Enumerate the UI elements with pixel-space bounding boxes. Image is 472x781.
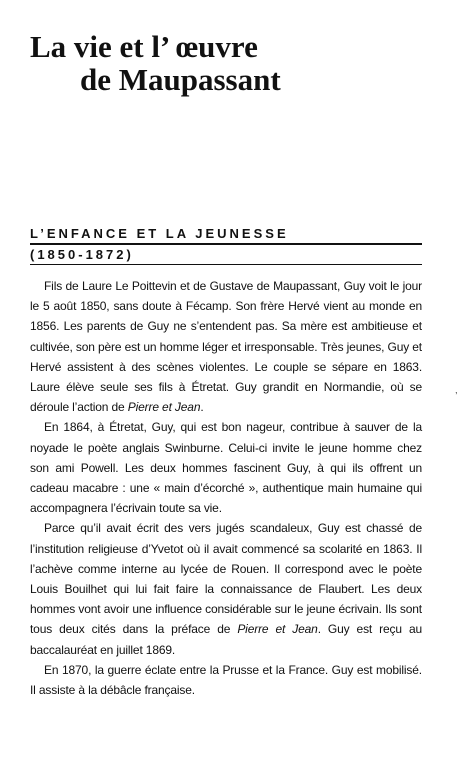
book-title-italic: Pierre et Jean <box>237 622 318 637</box>
body-text <box>30 276 422 700</box>
section-years: (1850-1872) <box>30 247 134 262</box>
paragraph <box>30 417 422 518</box>
section-rule-top <box>30 243 422 245</box>
page-title <box>30 30 281 96</box>
section-header <box>30 226 422 265</box>
title-line-2: de Maupassant <box>80 62 281 97</box>
book-title-italic: Pierre et Jean <box>127 400 201 415</box>
text-run: Fils de Laure Le Poittevin et de Gustave de Maupassant, Guy voit le jour le 5 août 1850, sans doute à Fécamp. Son frère Hervé vient au monde en 1856. Les parents de Guy ne s’entendent pas. Sa mère est ambitieuse et cultivée, son père est un homme léger et irresponsable. Très jeunes, Guy et Hervé assistent à des scènes violentes. Le couple se sépare en 1863. Laure élève seule ses fils à Étretat. Guy grandit en Normandie, où se déroule l’action de <box>30 279 422 415</box>
paragraph <box>30 276 422 417</box>
paragraph <box>30 518 422 659</box>
section-rule-bottom <box>30 264 422 265</box>
text-run: Parce qu’il avait écrit des vers jugés scandaleux, Guy est chassé de l’institution religieuse d’Yvetot où il avait commencé sa scolarité en 1863. Il l’achève comme interne au lycée de Rouen. Il correspond avec le poète Louis Bouilhet qui lui fait faire la connaissance de Flaubert. Les deux hommes vont avoir une influence considérable sur le jeune écrivain. Ils sont tous deux cités dans la préface de <box>30 521 422 637</box>
paragraph <box>30 660 422 700</box>
margin-mark: , <box>455 385 458 395</box>
text-run: . <box>200 400 204 415</box>
text-run: . Guy est reçu au baccalauréat en juillet 1869. <box>30 622 423 657</box>
text-run: En 1870, la guerre éclate entre la Prusse et la France. Guy est mobilisé. Il assiste à la débâcle française. <box>30 662 422 698</box>
title-line-1: La vie et l’ œuvre <box>30 29 258 64</box>
section-heading: L’ENFANCE ET LA JEUNESSE <box>30 226 289 241</box>
text-run: En 1864, à Étretat, Guy, qui est bon nageur, contribue à sauver de la noyade le poète anglais Swinburne. Celui-ci invite le jeune homme chez son ami Powell. Les deux hommes fascinent Guy, à qui ils offrent un cadeau macabre : une « main d’écorché », authentique main humaine qui accompagnera l’écrivain toute sa vie. <box>30 420 422 516</box>
